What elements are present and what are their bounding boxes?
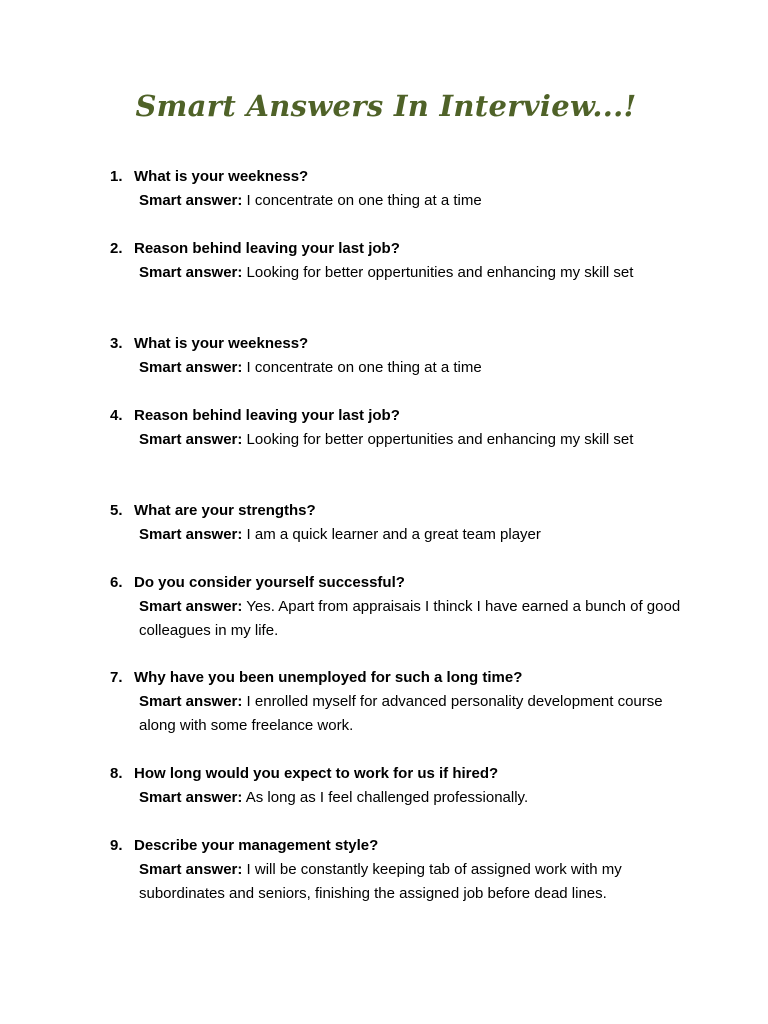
question (110, 165, 308, 189)
answer-text: I concentrate on one thing at a time (246, 359, 482, 376)
question (110, 404, 400, 428)
question (110, 666, 522, 690)
question-text: How long would you expect to work for us if hired? (134, 765, 499, 782)
answer (139, 690, 684, 738)
answer (139, 595, 684, 643)
question-number: 2. (110, 240, 123, 257)
question (110, 332, 308, 356)
question-number: 9. (110, 837, 123, 854)
question-text: Do you consider yourself successful? (134, 574, 405, 591)
answer-label: Smart answer: (139, 359, 243, 376)
question-number: 4. (110, 407, 123, 424)
question-text: What is your weekness? (134, 168, 309, 185)
question-number: 7. (110, 669, 123, 686)
answer (139, 189, 684, 213)
answer (139, 261, 684, 285)
question-number: 6. (110, 574, 123, 591)
question-number: 5. (110, 502, 123, 519)
question-number: 8. (110, 765, 123, 782)
question-text: What is your weekness? (134, 335, 309, 352)
question (110, 762, 498, 786)
answer (139, 786, 684, 810)
answer (139, 428, 684, 452)
question-text: Why have you been unemployed for such a long time? (134, 669, 523, 686)
answer-text: Looking for better oppertunities and enhancing my skill set (246, 431, 634, 448)
answer-label: Smart answer: (139, 192, 243, 209)
question (110, 237, 400, 261)
answer (139, 356, 684, 380)
answer (139, 523, 684, 547)
answer-label: Smart answer: (139, 264, 243, 281)
question-text: Describe your management style? (134, 837, 379, 854)
answer-label: Smart answer: (139, 693, 243, 710)
answer-text: Yes. Apart from appraisais I thinck I have earned a bunch of good colleagues in my life. (139, 598, 681, 639)
page-title: Smart Answers In Interview...! (135, 89, 637, 123)
question (110, 571, 405, 595)
answer-text: I will be constantly keeping tab of assigned work with my subordinates and seniors, finishing the assigned job before dead lines. (139, 861, 622, 902)
question-text: Reason behind leaving your last job? (134, 240, 400, 257)
question (110, 834, 378, 858)
question-number: 3. (110, 335, 123, 352)
answer-text: I am a quick learner and a great team player (246, 526, 541, 543)
question (110, 499, 316, 523)
question-text: Reason behind leaving your last job? (134, 407, 400, 424)
answer-text: I concentrate on one thing at a time (246, 192, 482, 209)
answer-text: I enrolled myself for advanced personality development course along with some freelance work. (139, 693, 663, 734)
question-number: 1. (110, 168, 123, 185)
answer-text: As long as I feel challenged professionally. (245, 789, 529, 806)
answer-label: Smart answer: (139, 598, 243, 615)
question-text: What are your strengths? (134, 502, 316, 519)
answer-label: Smart answer: (139, 789, 243, 806)
answer-text: Looking for better oppertunities and enhancing my skill set (246, 264, 634, 281)
answer-label: Smart answer: (139, 431, 243, 448)
answer-label: Smart answer: (139, 861, 243, 878)
answer (139, 858, 684, 906)
answer-label: Smart answer: (139, 526, 243, 543)
